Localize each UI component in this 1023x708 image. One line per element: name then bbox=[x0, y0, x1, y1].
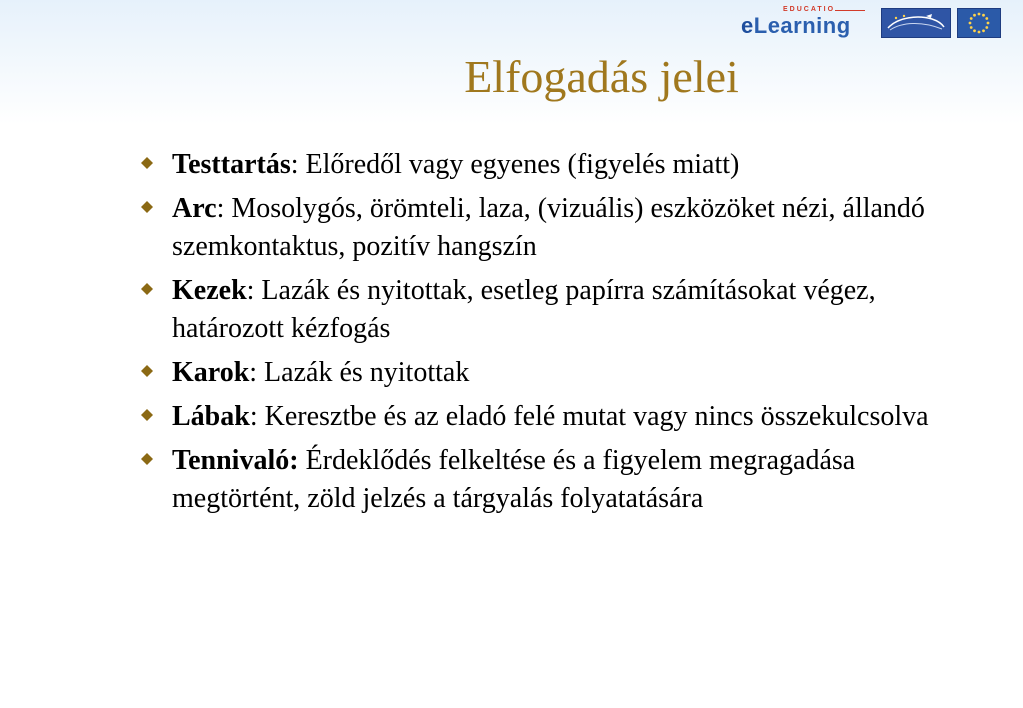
bullet-item-labak bbox=[138, 398, 978, 436]
header-logos bbox=[741, 6, 1001, 40]
eu-flag-icon bbox=[957, 8, 1001, 38]
bullet-text: : Lazák és nyitottak bbox=[249, 357, 470, 388]
bullet-item-karok bbox=[138, 354, 978, 392]
bullet-text: Érdeklődés felkeltése és a figyelem megragadása megtörtént, zöld jelzés a tárgyalás folyatatására bbox=[172, 445, 856, 514]
diamond-bullet-icon bbox=[140, 364, 154, 378]
diamond-bullet-icon bbox=[140, 156, 154, 170]
bullet-term: Karok bbox=[172, 357, 250, 388]
bullet-list bbox=[138, 146, 978, 524]
uj-magyarorszag-logo bbox=[881, 8, 951, 38]
bullet-item-testtartas bbox=[138, 146, 978, 184]
bullet-term: Lábak bbox=[172, 401, 250, 432]
bullet-item-kezek bbox=[138, 272, 978, 348]
bullet-term: Arc bbox=[172, 193, 217, 224]
bullet-text: : Lazák és nyitottak, esetleg papírra számításokat végez, határozott kézfogás bbox=[172, 275, 876, 344]
bullet-text: : Mosolygós, örömteli, laza, (vizuális) eszközöket nézi, állandó szemkontaktus, pozitív hangszín bbox=[172, 193, 925, 262]
elearning-e: e bbox=[741, 13, 754, 38]
diamond-bullet-icon bbox=[140, 282, 154, 296]
bullet-item-tennivalo bbox=[138, 442, 978, 518]
uj-magyarorszag-emblem-icon bbox=[882, 9, 950, 37]
bullet-term: Tennivaló: bbox=[172, 445, 299, 476]
diamond-bullet-icon bbox=[140, 408, 154, 422]
elearning-rest: Learning bbox=[753, 13, 851, 38]
bullet-text: : Keresztbe és az eladó felé mutat vagy nincs összekulcsolva bbox=[249, 401, 929, 432]
diamond-bullet-icon bbox=[140, 452, 154, 466]
bullet-text: : Előredől vagy egyenes (figyelés miatt) bbox=[290, 149, 740, 180]
elearning-logo bbox=[741, 6, 867, 40]
elearning-wordmark bbox=[741, 13, 851, 39]
educatio-label: EDUCATIO bbox=[783, 6, 836, 13]
bullet-term: Testtartás bbox=[172, 149, 291, 180]
slide-title: Elfogadás jelei bbox=[464, 51, 739, 102]
bullet-term: Kezek bbox=[172, 275, 247, 306]
diamond-bullet-icon bbox=[140, 200, 154, 214]
bullet-item-arc bbox=[138, 190, 978, 266]
educatio-underline bbox=[835, 10, 865, 11]
